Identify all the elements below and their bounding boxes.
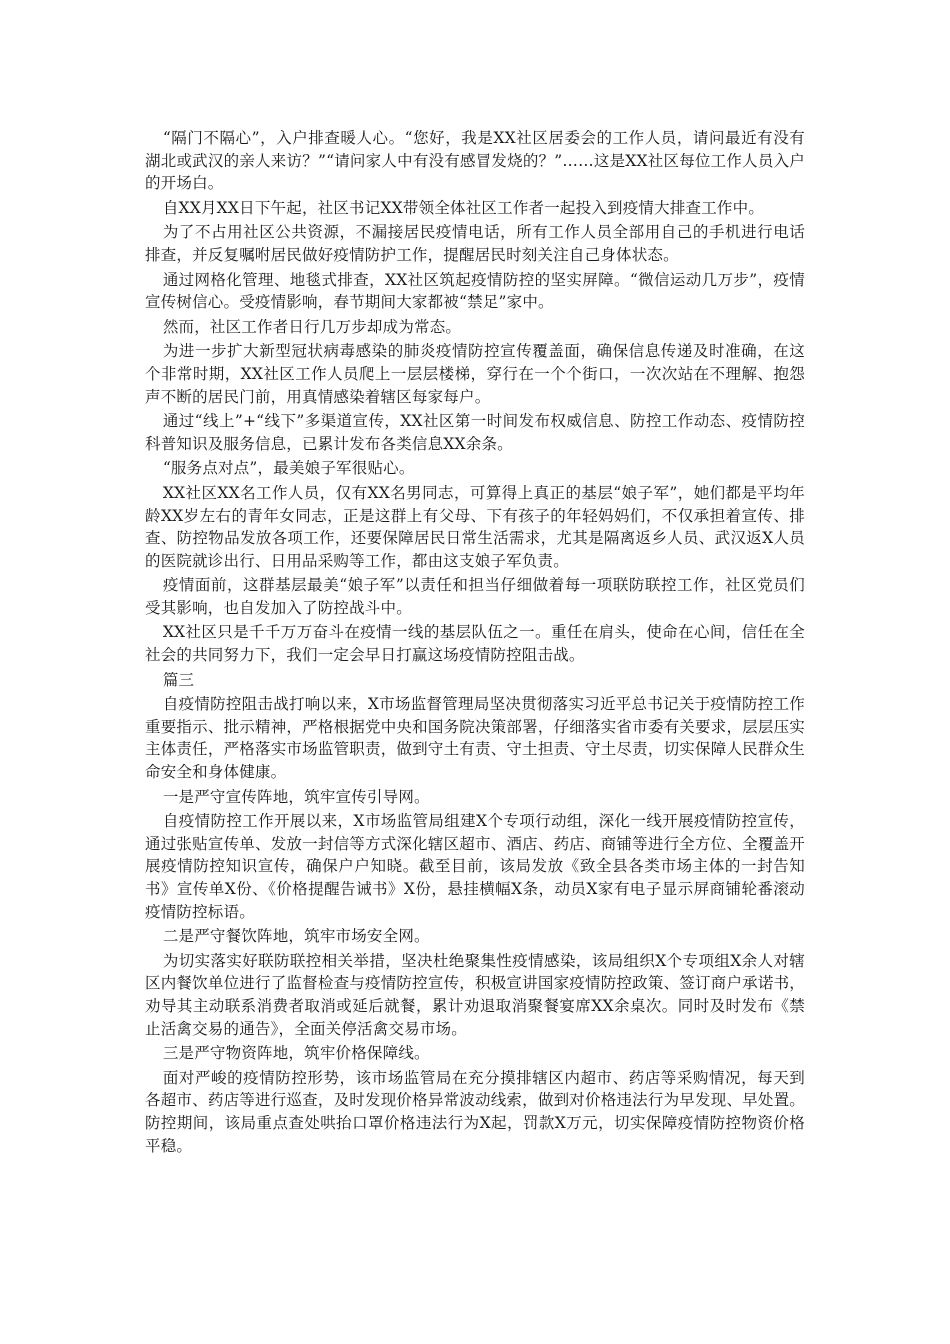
paragraph: 自XX月XX日下午起，社区书记XX带领全体社区工作者一起投入到疫情大排查工作中。 — [162, 198, 765, 217]
section-heading: 篇三 — [162, 670, 195, 689]
paragraph: “服务点对点”，最美娘子军很贴心。 — [162, 459, 415, 478]
paragraph: “隔门不隔心”，入户排查暖人心。“您好，我是XX社区居委会的工作人员，请问最近有没有湖北或武汉的亲人来访？”“请问家人中有没有感冒发烧的？”……这是XX社区每位工作人员入户的开场白。 — [145, 129, 805, 193]
paragraph: 为进一步扩大新型冠状病毒感染的肺炎疫情防控宣传覆盖面，确保信息传递及时准确，在这个非常时期，XX社区工作人员爬上一层层楼梯，穿行在一个个街口，一次次站在不理解、抱怨声不断的居民门前，用真情感染着辖区每家每户。 — [145, 342, 805, 406]
paragraph: 通过“线上”+“线下”多渠道宣传，XX社区第一时间发布权威信息、防控工作动态、疫情防控科普知识及服务信息，已累计发布各类信息XX余条。 — [145, 412, 805, 453]
paragraph: XX社区XX名工作人员，仅有XX名男同志，可算得上真正的基层“娘子军”，她们都是平均年龄XX岁左右的青年女同志，正是这群上有父母、下有孩子的年轻妈妈们，不仅承担着宣传、排查、防控物品发放各项工作，还要保障居民日常生活需求，尤其是隔离返乡人员、武汉返X人员的医院就诊出行、日用品采购等工作，都由这支娘子军负责。 — [145, 483, 805, 570]
document-body — [145, 127, 805, 1159]
paragraph: 面对严峻的疫情防控形势，该市场监管局在充分摸排辖区内超市、药店等采购情况，每天到各超市、药店等进行巡查，及时发现价格异常波动线索，做到对价格违法行为早发现、早处置。防控期间，该局重点查处哄抬口罩价格违法行为X起，罚款X万元，切实保障疫情防控物资价格平稳。 — [145, 1068, 805, 1155]
paragraph: 通过网格化管理、地毯式排查，XX社区筑起疫情防控的坚实屏障。“微信运动几万步”，疫情宣传树信心。受疫情影响，春节期间大家都被“禁足”家中。 — [145, 270, 805, 312]
paragraph: 为了不占用社区公共资源，不漏接居民疫情电话，所有工作人员全部用自己的手机进行电话排查，并反复嘱咐居民做好疫情防护工作，提醒居民时刻关注自己身体状态。 — [145, 223, 805, 264]
paragraph: 自疫情防控阻击战打响以来，X市场监督管理局坚决贯彻落实习近平总书记关于疫情防控工作重要指示、批示精神，严格根据党中央和国务院决策部署，仔细落实省市委有关要求，层层压实主体责任，严格落实市场监管职责，做到守土有责、守土担责、守土尽责，切实保障人民群众生命安全和身体健康。 — [145, 695, 805, 782]
paragraph: 二是严守餐饮阵地，筑牢市场安全网。 — [162, 927, 430, 946]
paragraph: XX社区只是千千万万奋斗在疫情一线的基层队伍之一。重任在肩头，使命在心间，信任在全社会的共同努力下，我们一定会早日打赢这场疫情防控阻击战。 — [145, 623, 805, 665]
paragraph: 一是严守宣传阵地，筑牢宣传引导网。 — [162, 787, 430, 806]
paragraph: 自疫情防控工作开展以来，X市场监管局组建X个专项行动组，深化一线开展疫情防控宣传，通过张贴宣传单、发放一封信等方式深化辖区超市、酒店、药店、商铺等进行全方位、全覆盖开展疫情防控知识宣传，确保户户知晓。截至目前，该局发放《致全县各类市场主体的一封告知书》宣传单X份、《价格提醒告诫书》X份，悬挂横幅X条，动员X家有电子显示屏商铺轮番滚动疫情防控标语。 — [145, 812, 805, 921]
paragraph: 三是严守物资阵地，筑牢价格保障线。 — [162, 1044, 430, 1063]
paragraph: 疫情面前，这群基层最美“娘子军”以责任和担当仔细做着每一项联防联控工作，社区党员们受其影响，也自发加入了防控战斗中。 — [145, 576, 805, 617]
paragraph: 然而，社区工作者日行几万步却成为常态。 — [162, 317, 462, 336]
paragraph: 为切实落实好联防联控相关举措，坚决杜绝聚集性疫情感染，该局组织X个专项组X余人对辖区内餐饮单位进行了监督检查与疫情防控宣传，积极宣讲国家疫情防控政策、签订商户承诺书，劝导其主动联系消费者取消或延后就餐，累计劝退取消聚餐宴席XX余桌次。同时及时发布《禁止活禽交易的通告》，全面关停活禽交易市场。 — [145, 951, 805, 1038]
